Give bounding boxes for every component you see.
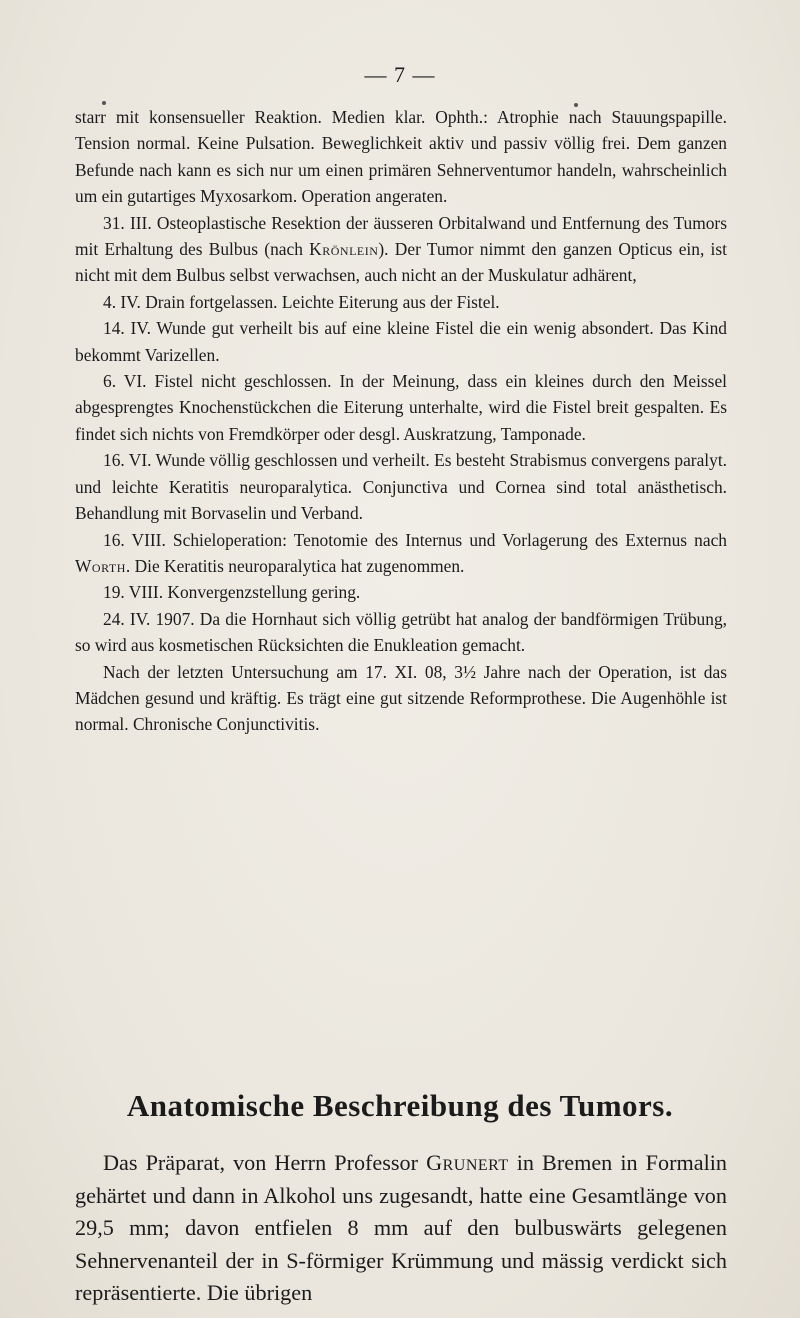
paragraph-entry: 24. IV. 1907. Da die Hornhaut sich völlig getrübt hat analog der bandförmigen Trübung, so wird aus kosmetischen Rücksichten die Enukleation gemacht. <box>75 608 727 656</box>
paragraph-entry: 14. IV. Wunde gut verheilt bis auf eine kleine Fistel die ein wenig absondert. Das Kind bekommt Varizellen. <box>75 318 727 365</box>
paragraph-findings: starr mit konsensueller Reaktion. Medien klar. Ophth.: Atrophie nach Stauungspapille. Tension normal. Keine Pulsation. Beweglichkeit aktiv und passiv völlig frei. Dem ganzen Befunde nach kann es sich nur um einen primären Sehnerventumor handeln, wahrscheinlich um ein gutartiges Myxosarkom. Operation angeraten. <box>75 107 727 207</box>
paragraph-entry: 16. VIII. Schieloperation: Tenotomie des Internus und Vorlagerung des Externus nach Worth. Die Keratitis neuroparalytica hat zugenommen. <box>75 529 727 576</box>
case-report-text <box>75 104 727 738</box>
author-name: Grunert <box>426 1150 509 1175</box>
anatomical-description <box>75 1147 727 1310</box>
paragraph-entry: 4. IV. Drain fortgelassen. Leichte Eiterung aus der Fistel. <box>103 291 500 312</box>
paragraph-specimen: Das Präparat, von Herrn Professor Grunert in Bremen in Formalin gehärtet und dann in Alkohol uns zugesandt, hatte eine Gesamtlänge von 29,5 mm; davon entfielen 8 mm auf den bulbuswärts gelegenen Sehnervenanteil der in S-förmiger Krümmung und mässig verdickt sich repräsentierte. Die übrigen <box>75 1150 727 1305</box>
paragraph-entry: 19. VIII. Konvergenzstellung gering. <box>103 582 361 603</box>
author-name: Krönlein <box>309 239 379 260</box>
paragraph-entry: 16. VI. Wunde völlig geschlossen und verheilt. Es besteht Strabismus convergens paralyt. und leichte Keratitis neuroparalytica. Conjunctiva und Cornea sind total anästhetisch. Behandlung mit Borvaselin und Verband. <box>75 450 727 524</box>
paragraph-followup: Nach der letzten Untersuchung am 17. XI. 08, 3½ Jahre nach der Operation, ist das Mädchen gesund und kräftig. Es trägt eine gut sitzende Reformprothese. Die Augenhöhle ist normal. Chronische Conjunctivitis. <box>75 661 727 735</box>
author-name: Worth <box>75 555 126 576</box>
paragraph-entry: 6. VI. Fistel nicht geschlossen. In der Meinung, dass ein kleines durch den Meissel abgesprengtes Knochenstückchen die Eiterung unterhalte, wird die Fistel breit gespalten. Es findet sich nichts von Fremdkörper oder desgl. Auskratzung, Tamponade. <box>75 371 727 444</box>
paragraph-operation: 31. III. Osteoplastische Resektion der äusseren Orbitalwand und Entfernung des Tumors mit Erhaltung des Bulbus (nach Krönlein). Der Tumor nimmt den ganzen Opticus ein, ist nicht mit dem Bulbus selbst verwachsen, auch nicht an der Muskulatur adhärent, <box>75 212 727 286</box>
section-heading: Anatomische Beschreibung des Tumors. <box>126 1088 674 1123</box>
page-number: — 7 — <box>364 62 436 87</box>
